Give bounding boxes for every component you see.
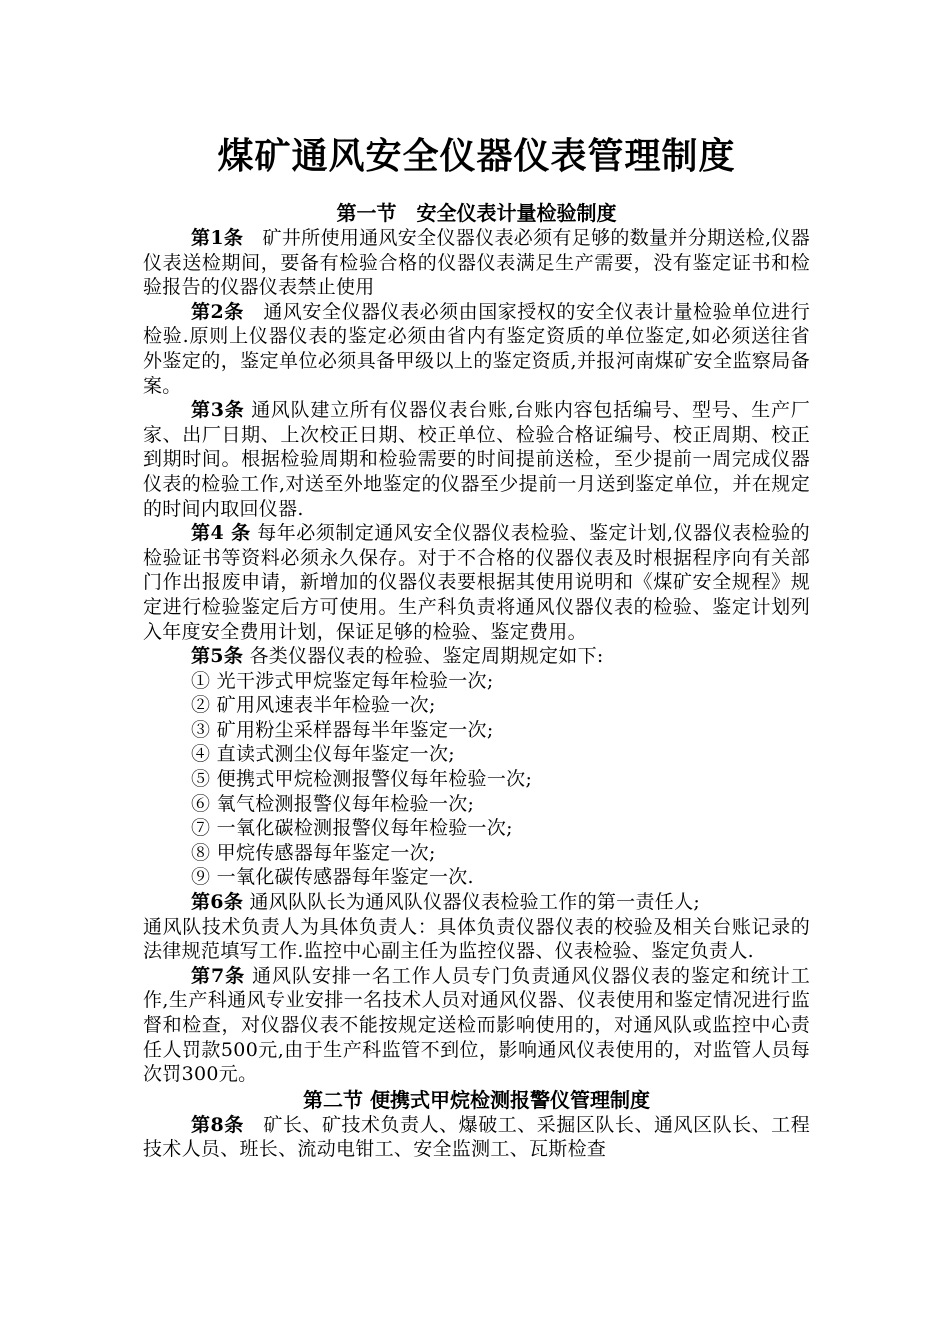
document-page <box>143 118 810 1162</box>
list-item: ⑤ 便携式甲烷检测报警仪每年检验一次; <box>191 768 533 791</box>
article-8 <box>143 1113 810 1162</box>
article-4 <box>143 521 810 644</box>
article-label: 第1条 <box>191 227 244 249</box>
list-item: ⑨ 一氧化碳传感器每年鉴定一次. <box>191 866 474 889</box>
article-5 <box>143 644 810 669</box>
article-text: 通风队安排一名工作人员专门负责通风仪器仪表的鉴定和统计工作,生产科通风专业安排一名技术人员对通风仪器、仪表使用和鉴定情况进行监督和检查，对仪器仪表不能按规定送检而影响使用的，对通风队或监控中心责任人罚款500元,由于生产科监管不到位，影响通风仪表使用的，对监管人员每次罚300元。 <box>143 964 810 1086</box>
article-text: 各类仪器仪表的检验、鉴定周期规定如下: <box>243 645 604 668</box>
list-item: ④ 直读式测尘仪每年鉴定一次; <box>191 743 455 766</box>
list-item: ⑧ 甲烷传感器每年鉴定一次; <box>191 841 436 864</box>
article-label: 第5条 <box>191 645 244 668</box>
article-text: 每年必须制定通风安全仪器仪表检验、鉴定计划,仪器仪表检验的检验证书等资料必须永久保存。对于不合格的仪器仪表及时根据程序向有关部门作出报废申请，新增加的仪器仪表要根据其使用说明和《煤矿安全规程》规定进行检验鉴定后方可使用。生产科负责将通风仪器仪表的检验、鉴定计划列入年度安全费用计划，保证足够的检验、鉴定费用。 <box>143 522 810 643</box>
article-text: 通风安全仪器仪表必须由国家授权的安全仪表计量检验单位进行检验.原则上仪器仪表的鉴定必须由省内有鉴定资质的单位鉴定,如必须送往省外鉴定的，鉴定单位必须具备甲级以上的鉴定资质,并报河南煤矿安全监察局备案。 <box>143 300 811 397</box>
list-item: ① 光干涉式甲烷鉴定每年检验一次; <box>191 669 494 692</box>
list-item: ③ 矿用粉尘采样器每半年鉴定一次; <box>191 718 494 741</box>
article-label: 第8条 <box>191 1113 244 1136</box>
article-text: 通风队建立所有仪器仪表台账,台账内容包括编号、型号、生产厂家、出厂日期、上次校正日期、校正单位、检验合格证编号、校正周期、校正到期时间。根据检验周期和检验需要的时间提前送检，至少提前一周完成仪器仪表的检验工作,对送至外地鉴定的仪器至少提前一月送到鉴定单位，并在规定的时间内取回仪器. <box>143 399 810 520</box>
article-text: 通风队队长为通风队仪器仪表检验工作的第一责任人; <box>243 891 701 914</box>
list-item: ⑥ 氧气检测报警仪每年检验一次; <box>191 792 475 815</box>
article-6 <box>143 890 810 915</box>
list-item: ⑦ 一氧化碳检测报警仪每年检验一次; <box>191 817 513 840</box>
article-6-continuation: 通风队技术负责人为具体负责人：具体负责仪器仪表的校验及相关台账记录的法律规范填写工作.监控中心副主任为监控仪器、仪表检验、鉴定负责人. <box>143 915 810 963</box>
article-2 <box>143 300 810 398</box>
section-heading-2: 第二节 便携式甲烷检测报警仪管理制度 <box>303 1087 650 1112</box>
article-label: 第4 条 <box>191 522 251 545</box>
document-title: 煤矿通风安全仪器仪表管理制度 <box>217 135 736 177</box>
article-label: 第7条 <box>191 964 246 987</box>
list-item: ② 矿用风速表半年检验一次; <box>191 694 436 717</box>
article-text: 矿井所使用通风安全仪器仪表必须有足够的数量并分期送检,仪器仪表送检期间，要备有检验合格的仪器仪表满足生产需要，没有鉴定证书和检验报告的仪器仪表禁止使用 <box>143 227 810 299</box>
article-3 <box>143 398 810 521</box>
section-heading-1: 第一节 安全仪表计量检验制度 <box>336 201 617 225</box>
article-text: 矿长、矿技术负责人、爆破工、采掘区队长、通风区队长、工程技术人员、班长、流动电钳工、安全监测工、瓦斯检查 <box>143 1113 811 1161</box>
article-label: 第3条 <box>191 399 245 422</box>
article-label: 第2条 <box>191 300 244 323</box>
article-label: 第6条 <box>191 891 244 914</box>
article-7 <box>143 964 810 1087</box>
article-1 <box>143 226 810 300</box>
